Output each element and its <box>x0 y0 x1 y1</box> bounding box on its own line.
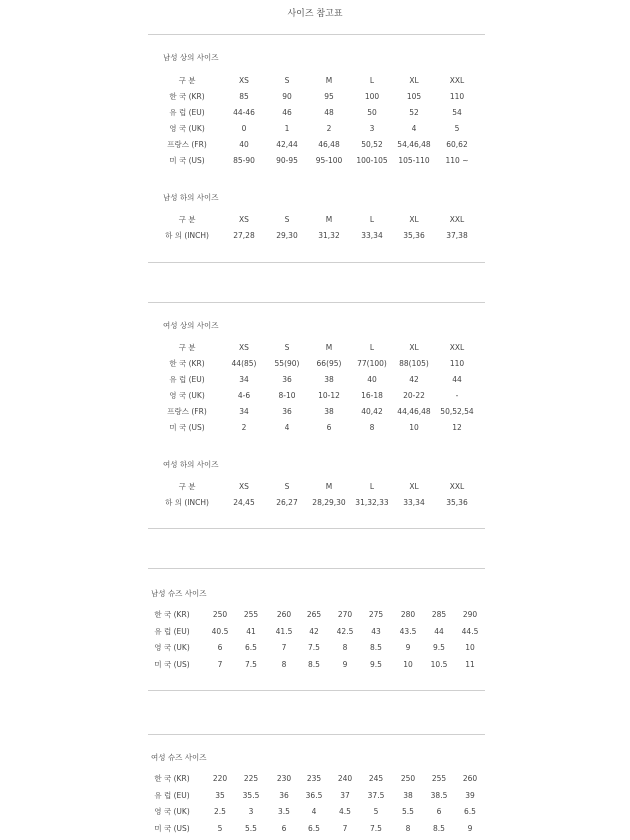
table-cell: 4-6 <box>237 391 251 400</box>
table-cell: 36 <box>282 407 292 416</box>
table-cell: 285 <box>431 610 447 619</box>
table-cell: 12 <box>452 423 462 432</box>
table-cell: 37,38 <box>446 231 468 240</box>
table-cell: 290 <box>462 610 478 619</box>
table-cell: 3 <box>248 807 254 816</box>
table-cell: 4 <box>284 423 290 432</box>
row-label: 미 국 (US) <box>154 660 190 669</box>
table-cell: 2 <box>326 124 332 133</box>
divider <box>148 734 485 735</box>
row-label: 구 분 <box>178 215 196 224</box>
table-cell: 90 <box>282 92 292 101</box>
table-row <box>0 390 630 402</box>
table-row <box>0 139 630 151</box>
row-label: 구 분 <box>178 76 196 85</box>
table-cell: 39 <box>465 791 475 800</box>
divider <box>148 528 485 529</box>
table-cell: 40,42 <box>361 407 383 416</box>
table-cell: 36 <box>279 791 289 800</box>
table-cell: 230 <box>276 774 292 783</box>
row-label: 영 국 (UK) <box>154 807 190 816</box>
table-cell: 34 <box>239 407 249 416</box>
table-cell: 42 <box>309 627 319 636</box>
table-cell: 5 <box>217 824 223 833</box>
row-label: 미 국 (US) <box>154 824 190 833</box>
table-cell: 20-22 <box>403 391 425 400</box>
table-cell: 220 <box>212 774 228 783</box>
table-cell: 6 <box>436 807 442 816</box>
table-cell: 95-100 <box>315 156 343 165</box>
table-cell: 9 <box>467 824 473 833</box>
table-cell: 8 <box>369 423 375 432</box>
row-label: 하 의 (INCH) <box>165 498 209 507</box>
table-cell: 44.5 <box>461 627 479 636</box>
table-cell: 52 <box>409 108 419 117</box>
section-title-men-shoes: 남성 슈즈 사이즈 <box>151 589 207 598</box>
table-cell: 235 <box>306 774 322 783</box>
row-label: 구 분 <box>178 482 196 491</box>
divider <box>148 302 485 303</box>
row-label: 한 국 (KR) <box>169 359 205 368</box>
table-row <box>0 626 630 638</box>
column-header: XXL <box>449 482 465 491</box>
table-cell: 240 <box>337 774 353 783</box>
table-cell: 105 <box>406 92 422 101</box>
table-cell: 41 <box>246 627 256 636</box>
column-header: M <box>325 76 333 85</box>
table-row <box>0 123 630 135</box>
table-row <box>0 773 630 785</box>
table-cell: 42.5 <box>336 627 354 636</box>
table-row <box>0 790 630 802</box>
table-cell: 40 <box>239 140 249 149</box>
table-row <box>0 358 630 370</box>
table-cell: 255 <box>243 610 259 619</box>
row-label: 한 국 (KR) <box>154 610 190 619</box>
column-header: L <box>369 76 375 85</box>
table-cell: 5 <box>454 124 460 133</box>
table-cell: 43 <box>371 627 381 636</box>
table-cell: 40 <box>367 375 377 384</box>
column-header: XS <box>239 482 249 491</box>
table-cell: 260 <box>276 610 292 619</box>
table-cell: 34 <box>239 375 249 384</box>
table-cell: 4 <box>311 807 317 816</box>
column-header: S <box>284 76 290 85</box>
table-cell: 270 <box>337 610 353 619</box>
table-cell: 7.5 <box>245 660 257 669</box>
section-title-women-bottoms: 여성 하의 사이즈 <box>163 460 219 469</box>
table-cell: 275 <box>368 610 384 619</box>
divider <box>148 568 485 569</box>
column-header: XS <box>239 215 249 224</box>
table-cell: 38.5 <box>430 791 448 800</box>
table-row <box>0 806 630 818</box>
table-cell: 245 <box>368 774 384 783</box>
table-cell: 54,46,48 <box>397 140 431 149</box>
table-cell: 50 <box>367 108 377 117</box>
row-label: 프랑스 (FR) <box>167 140 207 149</box>
table-cell: 16-18 <box>361 391 383 400</box>
table-cell: - <box>455 391 459 400</box>
table-cell: 10 <box>409 423 419 432</box>
table-cell: 66(95) <box>316 359 342 368</box>
table-cell: 35 <box>215 791 225 800</box>
table-cell: 44 <box>434 627 444 636</box>
table-cell: 37.5 <box>367 791 385 800</box>
table-cell: 100-105 <box>356 156 388 165</box>
row-label: 유 럽 (EU) <box>154 627 190 636</box>
table-cell: 48 <box>324 108 334 117</box>
table-row <box>0 422 630 434</box>
table-cell: 35,36 <box>446 498 468 507</box>
table-header-row <box>0 342 630 354</box>
table-row <box>0 374 630 386</box>
table-row <box>0 659 630 671</box>
column-header: XS <box>239 343 249 352</box>
table-cell: 250 <box>212 610 228 619</box>
section-title-women-tops: 여성 상의 사이즈 <box>163 321 219 330</box>
table-cell: 8.5 <box>433 824 445 833</box>
table-cell: 90-95 <box>276 156 298 165</box>
table-cell: 26,27 <box>276 498 298 507</box>
table-cell: 35,36 <box>403 231 425 240</box>
table-cell: 50,52,54 <box>440 407 474 416</box>
row-label: 영 국 (UK) <box>169 391 205 400</box>
table-cell: 38 <box>324 407 334 416</box>
table-cell: 7 <box>217 660 223 669</box>
row-label: 영 국 (UK) <box>169 124 205 133</box>
divider <box>148 262 485 263</box>
table-cell: 10.5 <box>430 660 448 669</box>
column-header: M <box>325 343 333 352</box>
table-header-row <box>0 214 630 226</box>
table-header-row <box>0 75 630 87</box>
table-cell: 54 <box>452 108 462 117</box>
table-cell: 8-10 <box>278 391 296 400</box>
table-cell: 9 <box>405 643 411 652</box>
table-row <box>0 823 630 835</box>
column-header: XS <box>239 76 249 85</box>
table-cell: 42 <box>409 375 419 384</box>
table-cell: 31,32 <box>318 231 340 240</box>
row-label: 한 국 (KR) <box>169 92 205 101</box>
table-cell: 27,28 <box>233 231 255 240</box>
table-row <box>0 155 630 167</box>
table-cell: 250 <box>400 774 416 783</box>
table-cell: 28,29,30 <box>312 498 346 507</box>
table-cell: 33,34 <box>403 498 425 507</box>
table-cell: 110 <box>449 92 465 101</box>
row-label: 유 럽 (EU) <box>154 791 190 800</box>
table-cell: 8 <box>281 660 287 669</box>
table-cell: 6 <box>217 643 223 652</box>
row-label: 미 국 (US) <box>169 156 205 165</box>
table-cell: 77(100) <box>357 359 387 368</box>
table-row <box>0 497 630 509</box>
section-title-men-bottoms: 남성 하의 사이즈 <box>163 193 219 202</box>
table-row <box>0 642 630 654</box>
table-cell: 95 <box>324 92 334 101</box>
table-cell: 44-46 <box>233 108 255 117</box>
table-cell: 225 <box>243 774 259 783</box>
divider <box>148 34 485 35</box>
column-header: XL <box>409 482 419 491</box>
table-cell: 110 ~ <box>445 156 469 165</box>
column-header: M <box>325 482 333 491</box>
row-label: 프랑스 (FR) <box>167 407 207 416</box>
column-header: L <box>369 343 375 352</box>
table-cell: 110 <box>449 359 465 368</box>
table-cell: 9.5 <box>433 643 445 652</box>
table-cell: 10 <box>465 643 475 652</box>
section-title-women-shoes: 여성 슈즈 사이즈 <box>151 753 207 762</box>
table-cell: 40.5 <box>211 627 229 636</box>
table-cell: 44 <box>452 375 462 384</box>
column-header: XXL <box>449 76 465 85</box>
table-cell: 1 <box>284 124 290 133</box>
table-cell: 33,34 <box>361 231 383 240</box>
row-label: 유 럽 (EU) <box>169 108 205 117</box>
table-cell: 31,32,33 <box>355 498 389 507</box>
table-cell: 85-90 <box>233 156 255 165</box>
table-cell: 9.5 <box>370 660 382 669</box>
table-cell: 10 <box>403 660 413 669</box>
table-cell: 44,46,48 <box>397 407 431 416</box>
table-cell: 6.5 <box>464 807 476 816</box>
column-header: XL <box>409 343 419 352</box>
row-label: 구 분 <box>178 343 196 352</box>
page-title: 사이즈 참고표 <box>287 9 343 19</box>
column-header: XXL <box>449 343 465 352</box>
table-row <box>0 230 630 242</box>
table-cell: 260 <box>462 774 478 783</box>
column-header: L <box>369 215 375 224</box>
table-header-row <box>0 481 630 493</box>
table-cell: 6.5 <box>308 824 320 833</box>
column-header: XXL <box>449 215 465 224</box>
table-cell: 37 <box>340 791 350 800</box>
table-row <box>0 406 630 418</box>
table-cell: 60,62 <box>446 140 468 149</box>
table-cell: 0 <box>241 124 247 133</box>
divider <box>148 690 485 691</box>
table-cell: 38 <box>403 791 413 800</box>
table-cell: 10-12 <box>318 391 340 400</box>
table-cell: 44(85) <box>231 359 257 368</box>
table-cell: 9 <box>342 660 348 669</box>
row-label: 영 국 (UK) <box>154 643 190 652</box>
table-cell: 8.5 <box>370 643 382 652</box>
table-cell: 3 <box>369 124 375 133</box>
table-cell: 42,44 <box>276 140 298 149</box>
table-cell: 55(90) <box>274 359 300 368</box>
row-label: 한 국 (KR) <box>154 774 190 783</box>
table-cell: 36 <box>282 375 292 384</box>
table-cell: 255 <box>431 774 447 783</box>
table-cell: 5 <box>373 807 379 816</box>
table-cell: 46,48 <box>318 140 340 149</box>
row-label: 미 국 (US) <box>169 423 205 432</box>
section-title-men-tops: 남성 상의 사이즈 <box>163 53 219 62</box>
table-cell: 6.5 <box>245 643 257 652</box>
table-cell: 6 <box>326 423 332 432</box>
table-cell: 280 <box>400 610 416 619</box>
column-header: L <box>369 482 375 491</box>
column-header: M <box>325 215 333 224</box>
table-cell: 85 <box>239 92 249 101</box>
table-cell: 265 <box>306 610 322 619</box>
table-cell: 2.5 <box>214 807 226 816</box>
table-cell: 5.5 <box>245 824 257 833</box>
table-cell: 88(105) <box>399 359 429 368</box>
table-row <box>0 91 630 103</box>
table-cell: 8.5 <box>308 660 320 669</box>
table-cell: 46 <box>282 108 292 117</box>
table-row <box>0 107 630 119</box>
table-cell: 50,52 <box>361 140 383 149</box>
table-cell: 7 <box>281 643 287 652</box>
table-cell: 36.5 <box>305 791 323 800</box>
column-header: S <box>284 482 290 491</box>
column-header: S <box>284 215 290 224</box>
table-cell: 2 <box>241 423 247 432</box>
table-cell: 24,45 <box>233 498 255 507</box>
table-cell: 105-110 <box>398 156 430 165</box>
table-cell: 41.5 <box>275 627 293 636</box>
table-cell: 6 <box>281 824 287 833</box>
table-row <box>0 609 630 621</box>
row-label: 유 럽 (EU) <box>169 375 205 384</box>
table-cell: 7 <box>342 824 348 833</box>
table-cell: 35.5 <box>242 791 260 800</box>
row-label: 하 의 (INCH) <box>165 231 209 240</box>
table-cell: 7.5 <box>308 643 320 652</box>
table-cell: 8 <box>405 824 411 833</box>
table-cell: 4.5 <box>339 807 351 816</box>
table-cell: 100 <box>364 92 380 101</box>
table-cell: 4 <box>411 124 417 133</box>
column-header: XL <box>409 76 419 85</box>
table-cell: 3.5 <box>278 807 290 816</box>
table-cell: 8 <box>342 643 348 652</box>
table-cell: 43.5 <box>399 627 417 636</box>
column-header: S <box>284 343 290 352</box>
table-cell: 38 <box>324 375 334 384</box>
column-header: XL <box>409 215 419 224</box>
table-cell: 11 <box>465 660 475 669</box>
table-cell: 29,30 <box>276 231 298 240</box>
table-cell: 7.5 <box>370 824 382 833</box>
table-cell: 5.5 <box>402 807 414 816</box>
